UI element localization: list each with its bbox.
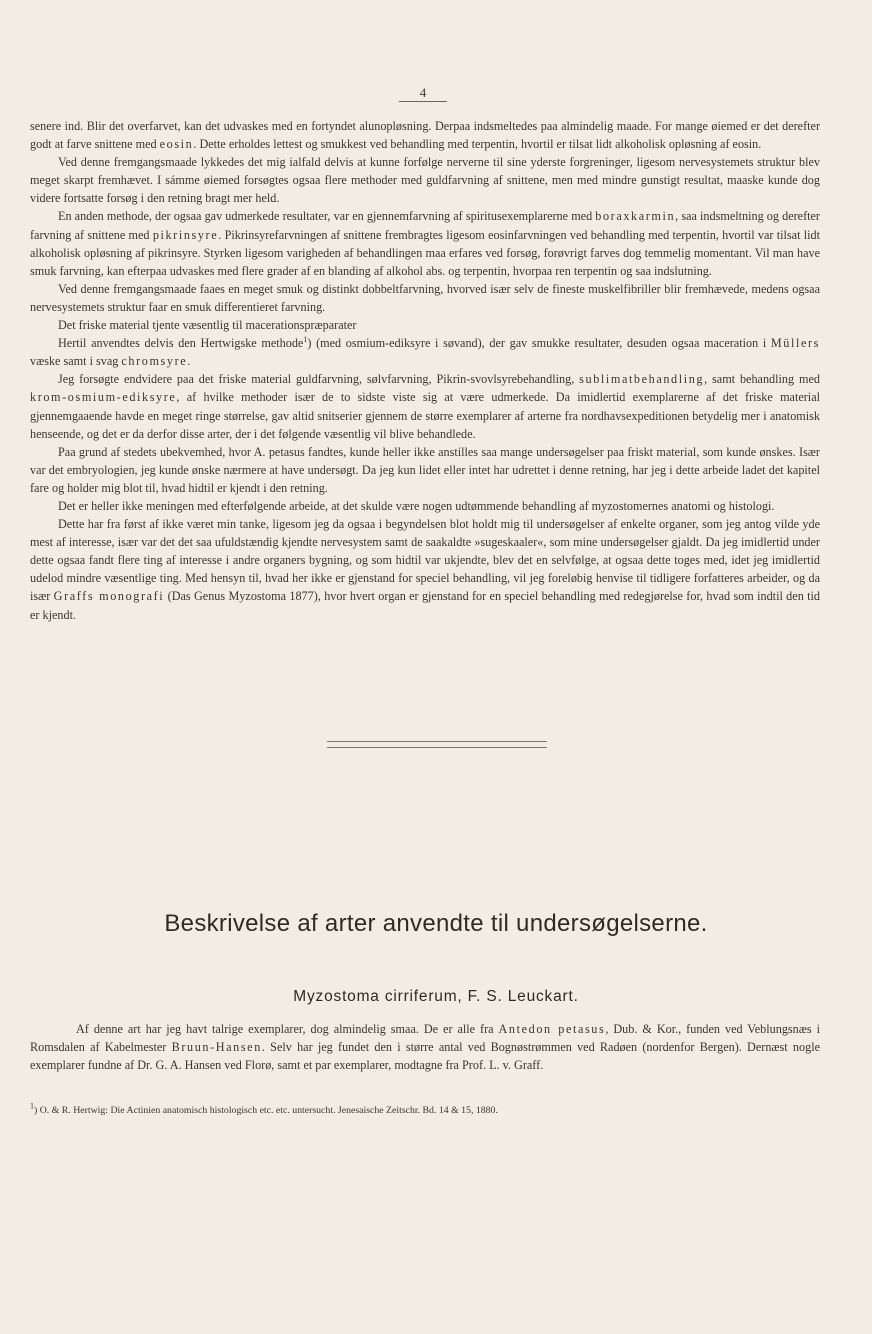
- footnote-text: ) O. & R. Hertwig: Die Actinien anatomisch histologisch etc. etc. untersucht. Jenesaische Zeitschr. Bd. 14 & 15, 1880.: [34, 1105, 498, 1116]
- section-divider: [327, 741, 547, 748]
- text-run: senere ind. Blir det overfarvet, kan det udvaskes med en fortyndet alunopløsning. Derpaa indsmeltedes paa almindelig maade. For mange øiemed er det derefter godt at farve snittene med: [30, 119, 820, 152]
- paragraph: [30, 443, 820, 497]
- spaced-term: Antedon petasus: [498, 1022, 606, 1036]
- spaced-term: krom-osmium-ediksyre: [30, 390, 177, 405]
- text-run: Jeg forsøgte endvidere paa det friske material guldfarvning, sølvfarvning, Pikrin-svovlsyrebehandling,: [58, 372, 580, 387]
- text-run: Paa grund af stedets ubekvemhed, hvor A. petasus fandtes, kunde heller ikke anstilles saa mange undersøgelser paa friskt material, som kunde ønskes. Især var det embryologien, jeg kunde ønske nærmere at have undersøgt. Da jeg kun lidet eller intet har udrettet i denne retning, har jeg i dette arbeide ladet det kapitel fare og holder mig blot til, hvad hidtil er kjendt i den retning.: [30, 444, 820, 495]
- text-run: Hertil anvendtes delvis den Hertwigske methode: [58, 336, 304, 351]
- spaced-term: eosin: [159, 137, 194, 152]
- section-heading: Beskrivelse af arter anvendte til undersøgelserne.: [164, 910, 708, 937]
- paragraph: [30, 316, 820, 334]
- text-run: En anden methode, der ogsaa gav udmerkede resultater, var en gjennemfarvning af spiritusexemplarerne med: [58, 209, 596, 224]
- text-run: Det friske material tjente væsentlig til macerationspræparater: [58, 318, 357, 333]
- text-run: , af hvilke methoder især de to sidste viste sig at være udmerkede. Da imidlertid exemplarerne af det friske material gjennemgaaende havde en meget ringe størrelse, gav altid snitserier gjennem de større exemplarer af arterne fra nordhavsexpeditionen betydelig mer i anatomisk henseende, og det er da derfor disse arter, der i det følgende væsentlig vil blive behandlede.: [30, 390, 820, 441]
- text-run: . Pikrinsyrefarvningen af snittene frembragtes ligesom eosinfarvningen ved behandling med terpentin, hvortil var tilsat lidt alkoholisk opløsning af pikrinsyre. Styrken ligesom varigheden af behandlingen maa erfares ved forsøg, forøvrigt farves dog temmelig momentant. Vil man have smuk farvning, kan efterpaa udvaskes med flere grader af en blanding af alkohol abs. og terpentin, hvorpaa ren terpentin og saa indslutning.: [30, 227, 820, 278]
- text-run: Dette har fra først af ikke været min tanke, ligesom jeg da ogsaa i begyndelsen blot holdt mig til undersøgelser af enkelte organer, som jeg antog vilde yde mest af interesse, især var det det saa ufuldstændig kjendte nervesystem samt de saakaldte »sugeskaaler«, som mine undersøgelser gjaldt. Da jeg imidlertid under dette ogsaa fandt flere ting af interesse i andre organers bygning, og som hidtil var ukjendte, blev det en selvfølge, at ogsaa dette toges med, idet jeg imidlertid udelod mindre væsentlige ting. Med hensyn til, hvad her ikke er gjenstand for speciel behandling, vil jeg foreløbig henvise til tidligere forfatteres arbeider, og da især: [30, 517, 820, 604]
- paragraph: [30, 280, 820, 316]
- paragraph: [30, 117, 820, 153]
- text-run: Af denne art har jeg havt talrige exemplarer, dog almindelig smaa. De er alle fra: [76, 1022, 499, 1036]
- spaced-term: pikrinsyre: [152, 227, 219, 242]
- body-text: [30, 117, 820, 624]
- spaced-term: Bruun-Hansen: [171, 1040, 262, 1055]
- species-heading: Myzostoma cirriferum, F. S. Leuckart.: [293, 988, 579, 1005]
- text-run: væske samt i svag: [30, 354, 122, 369]
- spaced-term: Müllers: [770, 336, 820, 351]
- paragraph: [30, 370, 820, 442]
- text-run: . Dette erholdes lettest og smukkest ved behandling med terpentin, hvortil er tilsat lidt alkoholisk opløsning af eosin.: [193, 137, 762, 152]
- page-number: 4: [399, 86, 447, 102]
- spaced-term: Graffs monografi: [53, 589, 165, 604]
- text-run: , Dub. & Kor., funden ved Veblungsnæs i Romsdalen af Kabelmester: [30, 1022, 820, 1055]
- spaced-term: sublimatbehandling: [579, 372, 705, 387]
- footnote: [30, 1101, 820, 1118]
- footnote-marker: 1: [30, 1101, 34, 1111]
- text-run: Ved denne fremgangsmaade faaes en meget smuk og distinkt dobbeltfarvning, hvorved især selv de fineste muskelfibriller blir fremhævede, medens ogsaa nervesystemets struktur faar en smuk differentieret farvning.: [30, 281, 820, 314]
- paragraph: [30, 207, 820, 279]
- paragraph: [30, 153, 820, 207]
- text-run: Det er heller ikke meningen med efterfølgende arbeide, at det skulde være nogen udtømmende behandling af myzostomernes anatomi og histologi.: [58, 498, 775, 513]
- text-run: .: [187, 354, 191, 369]
- text-run: , saa indsmeltning og derefter farvning af snittene med: [30, 209, 820, 242]
- text-run: . Selv har jeg fundet den i større antal ved Bognøstrømmen ved Radøen (nordenfor Bergen). Dernæst nogle exemplarer fundne af Dr. G. A. Hansen ved Florø, samt et par exemplarer, modtagne fra Prof. L. v. Graff.: [30, 1040, 820, 1073]
- text-run: Ved denne fremgangsmaade lykkedes det mig ialfald delvis at kunne forfølge nerverne til sine yderste forgreninger, ligesom nervesystemets struktur blev meget skarpt fremhævet. I sámme øiemed forsøgtes ogsaa flere methoder med guldfarvning af snittene, men med mindre gunstigt resultat, maaske kunde dog videre fortsatte forsøg i den retning bragt mer held.: [30, 155, 820, 206]
- text-run: ) (med osmium-ediksyre i søvand), der gav smukke resultater, desuden ogsaa maceration i: [307, 336, 771, 351]
- text-run: (Das Genus Myzostoma 1877), hvor hvert organ er gjenstand for en speciel behandling med redegjørelse for, hvad som indtil den tid er kjendt.: [30, 589, 820, 622]
- spaced-term: boraxkarmin: [595, 209, 676, 224]
- paragraph: [30, 334, 820, 370]
- species-text: [30, 1020, 820, 1075]
- footnote-reference: 1: [303, 335, 308, 345]
- spaced-term: chromsyre: [121, 354, 188, 369]
- paragraph: [30, 497, 820, 515]
- text-run: , samt behandling med: [704, 372, 820, 387]
- paragraph: [30, 515, 820, 624]
- species-paragraph: [30, 1020, 820, 1075]
